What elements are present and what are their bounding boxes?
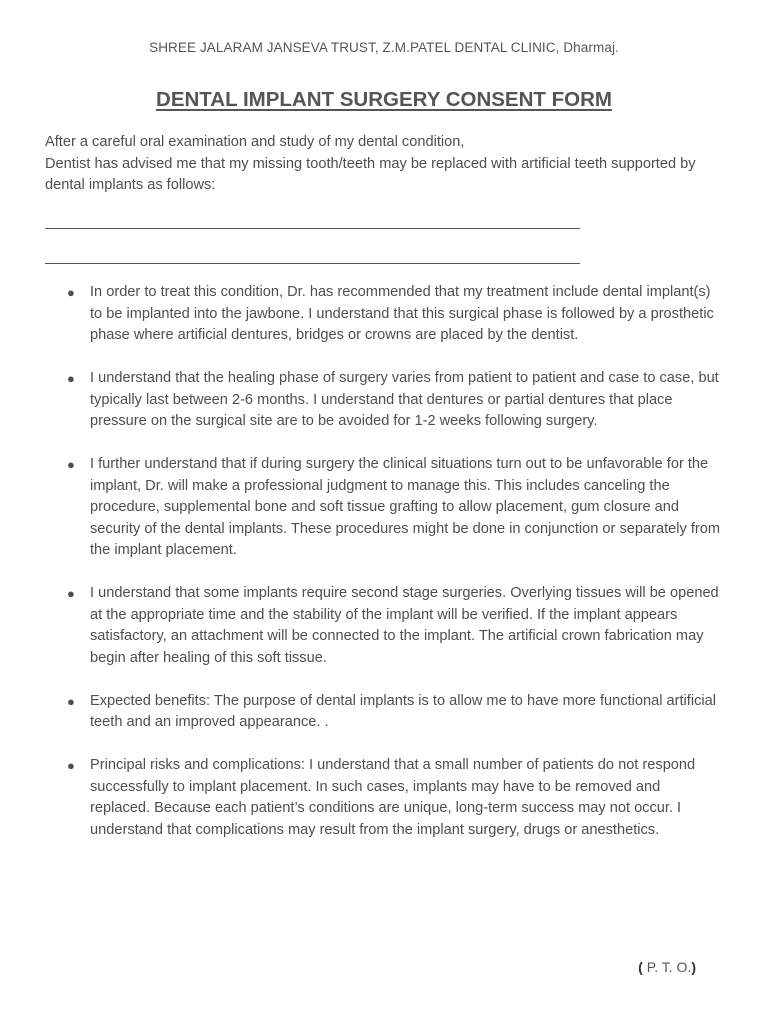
clause-text: I further understand that if during surgery the clinical situations turn out to be unfavorable for the implant, Dr. will make a professional judgment to manage this. This includes canceling the procedure, supplemental bone and soft tissue grafting to allow placement, gum closure and security of the dental implants. These procedures might be done in conjunction or separately from the implant placement.	[90, 456, 721, 558]
bullet-icon: ●	[67, 586, 75, 601]
blank-fill-line-2	[45, 263, 580, 264]
clinic-header: SHREE JALARAM JANSEVA TRUST, Z.M.PATEL DENTAL CLINIC, Dharmaj.	[149, 40, 619, 55]
bullet-icon: ●	[67, 371, 75, 386]
bullet-icon: ●	[67, 285, 75, 300]
consent-clause-healing	[0, 368, 768, 433]
consent-clause-risks	[0, 755, 768, 841]
intro-paragraph	[45, 132, 735, 197]
intro-line-2: Dentist has advised me that my missing tooth/teeth may be replaced with artificial teeth supported by dental implants as follows:	[45, 155, 696, 193]
clause-text: I understand that some implants require second stage surgeries. Overlying tissues will be opened at the appropriate time and the stability of the implant will be verified. If the implant appears satisfactory, an attachment will be connected to the implant. The artificial crown fabrication may begin after healing of this soft tissue.	[90, 585, 719, 666]
consent-clause-surgery-judgment	[0, 454, 768, 562]
consent-clause-benefits	[0, 691, 768, 734]
clause-text: Principal risks and complications: I understand that a small number of patients do not respond successfully to implant placement. In such cases, implants may have to be removed and replaced. Because each patient’s conditions are unique, long-term success may not occur. I understand that complications may result from the implant surgery, drugs or anesthetics.	[90, 757, 696, 838]
please-turn-over-note	[638, 959, 696, 975]
form-title: DENTAL IMPLANT SURGERY CONSENT FORM	[156, 88, 612, 111]
pto-text: P. T. O.	[642, 959, 692, 975]
clause-text: Expected benefits: The purpose of dental implants is to allow me to have more functional artificial teeth and an improved appearance. .	[90, 692, 716, 730]
consent-clause-list	[0, 282, 768, 863]
consent-clause-treatment	[0, 282, 768, 347]
pto-close-paren: )	[691, 959, 696, 975]
pto-open-paren: (	[638, 959, 643, 975]
intro-line-1: After a careful oral examination and study of my dental condition,	[45, 134, 465, 150]
clause-text: In order to treat this condition, Dr. has recommended that my treatment include dental implant(s) to be implanted into the jawbone. I understand that this surgical phase is followed by a prosthetic phase where artificial dentures, bridges or crowns are placed by the dentist.	[90, 284, 714, 343]
bullet-icon: ●	[67, 693, 75, 709]
bullet-icon: ●	[67, 758, 75, 773]
clause-text: I understand that the healing phase of surgery varies from patient to patient and case to case, but typically last between 2-6 months. I understand that dentures or partial dentures that place pressure on the surgical site are to be avoided for 1-2 weeks following surgery.	[90, 370, 719, 429]
bullet-icon: ●	[67, 457, 75, 472]
blank-fill-line-1	[45, 228, 580, 229]
consent-clause-second-stage	[0, 583, 768, 669]
